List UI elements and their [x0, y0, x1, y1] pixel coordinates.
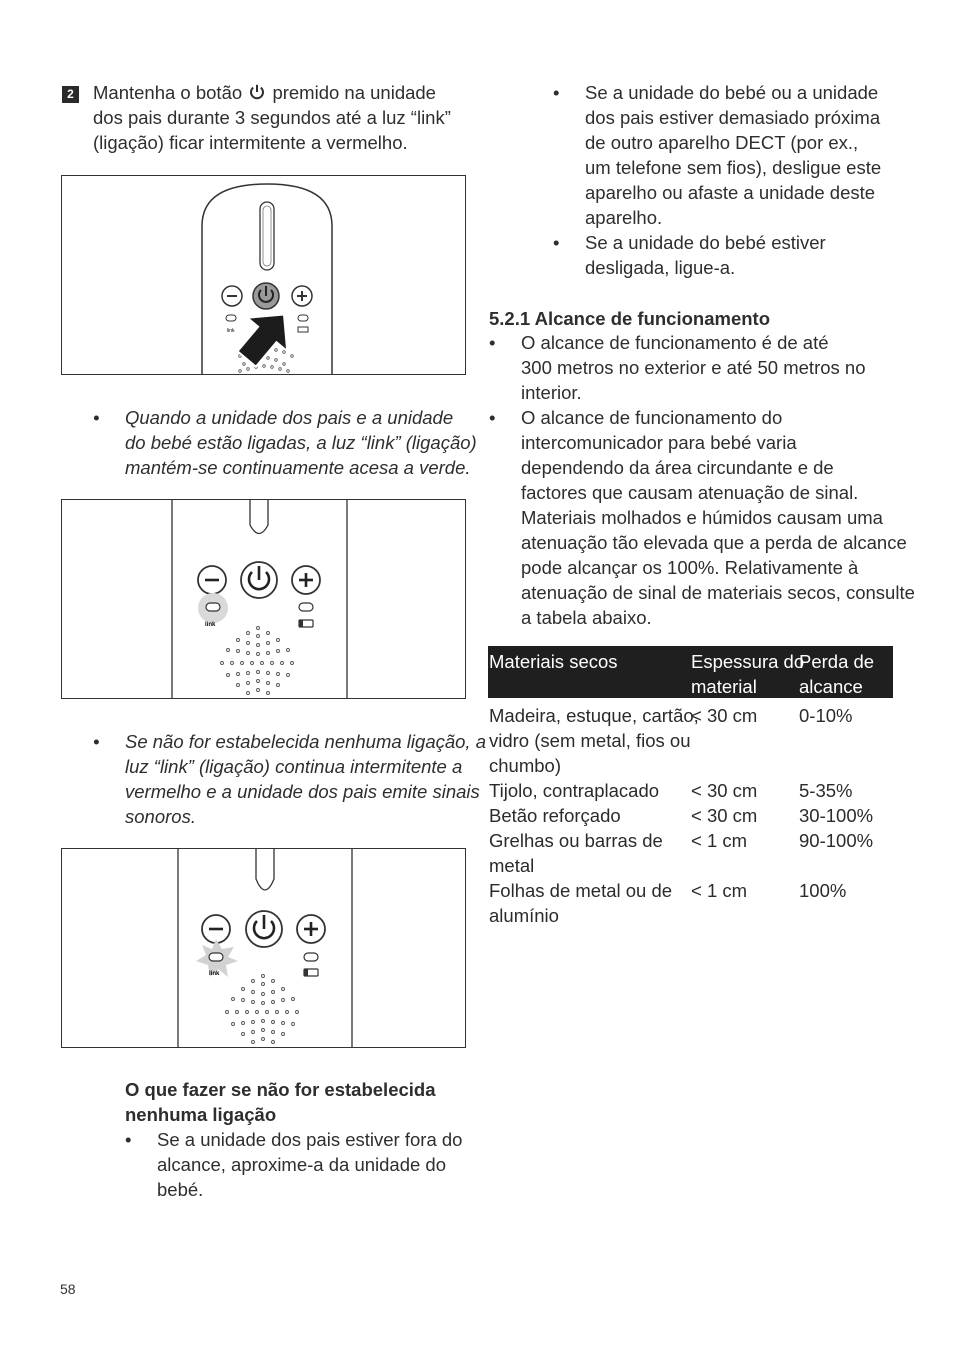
power-icon	[249, 84, 265, 100]
bullet-c-line-3: interior.	[521, 382, 582, 403]
cell-material-line-2: metal	[489, 855, 535, 876]
step-text-part-a: Mantenha o botão	[93, 82, 243, 103]
table-header-row	[488, 646, 893, 698]
header-range-loss	[799, 649, 874, 699]
bullet1-line-1: Quando a unidade dos pais e a unidade	[125, 407, 454, 428]
bullet-d-line-7: pode alcançar os 100%. Relativamente à	[521, 557, 859, 578]
bullet-d-line-2: intercomunicador para bebé varia	[521, 432, 797, 453]
figure-link-steady	[61, 499, 466, 699]
step-text-part-b: premido na unidade	[272, 82, 436, 103]
step-number-badge: 2	[62, 86, 79, 103]
cell-range-loss: 0-10%	[799, 705, 853, 726]
cell-material	[489, 878, 672, 928]
bullet1-line-3: mantém-se continuamente acesa a verde.	[125, 457, 471, 478]
bullet-marker: •	[553, 232, 560, 253]
bullet-a-line-3: de outro aparelho DECT (por ex.,	[585, 132, 859, 153]
bullet-d-line-1: O alcance de funcionamento do	[521, 407, 783, 428]
link-label: link	[205, 622, 216, 628]
cell-range-loss: 5-35%	[799, 780, 853, 801]
bullet-d-line-3: dependendo da área circundante e de	[521, 457, 834, 478]
step-2-text	[93, 80, 463, 155]
bullet1-line-2: do bebé estão ligadas, a luz “link” (ligação)	[125, 432, 477, 453]
bullet-marker: •	[489, 332, 496, 353]
header-thickness	[691, 649, 804, 699]
step-text-line-2: dos pais durante 3 segundos até a luz “link”	[93, 107, 451, 128]
cell-thickness: < 1 cm	[691, 880, 748, 901]
bullet-b-line-2: desligada, ligue-a.	[585, 257, 736, 278]
no-connection-heading	[125, 1077, 470, 1127]
bullet2-line-2: luz “link” (ligação) continua intermitente a	[125, 756, 463, 777]
cell-material-line-1: Madeira, estuque, cartão,	[489, 705, 699, 726]
cell-material-line-1: Grelhas ou barras de	[489, 830, 663, 851]
bullet-d-line-4: factores que causam atenuação de sinal.	[521, 482, 859, 503]
bullet3-line-2: alcance, aproxime-a da unidade do	[157, 1154, 446, 1175]
bullet-d-line-8: atenuação de sinal de materiais secos, consulte	[521, 582, 915, 603]
bullet-b-line-1: Se a unidade do bebé estiver	[585, 232, 826, 253]
header-thickness-line-2: material	[691, 676, 757, 697]
cell-range-loss: 90-100%	[799, 830, 874, 851]
bullet3-line-1: Se a unidade dos pais estiver fora do	[157, 1129, 463, 1150]
bullet-marker: •	[93, 407, 100, 428]
cell-thickness: < 1 cm	[691, 830, 748, 851]
header-material-line-1: Materiais secos	[489, 651, 618, 672]
header-thickness-line-1: Espessura do	[691, 651, 805, 672]
cell-material	[489, 803, 621, 828]
heading-line-1: O que fazer se não for estabelecida	[125, 1079, 436, 1100]
cell-range-loss: 30-100%	[799, 805, 874, 826]
bullet3-line-3: bebé.	[157, 1179, 204, 1200]
bullet2-line-1: Se não for estabelecida nenhuma ligação, a	[125, 731, 487, 752]
attenuation-table	[488, 646, 893, 946]
cell-material-line-1: Folhas de metal ou de	[489, 880, 673, 901]
section-heading-range: 5.2.1 Alcance de funcionamento	[489, 308, 771, 329]
header-loss-line-2: alcance	[799, 676, 863, 697]
cell-material-line-2: vidro (sem metal, fios ou	[489, 730, 691, 751]
heading-line-2: nenhuma ligação	[125, 1104, 277, 1125]
bullet-d-line-9: a tabela abaixo.	[521, 607, 652, 628]
bullet-marker: •	[125, 1129, 132, 1150]
bullet-a-line-4: um telefone sem fios), desligue este	[585, 157, 882, 178]
bullet-a-line-6: aparelho.	[585, 207, 663, 228]
parent-unit-illustration-2	[62, 500, 466, 699]
cell-range-loss: 100%	[799, 880, 847, 901]
parent-unit-illustration-3	[62, 849, 466, 1048]
cell-material	[489, 778, 659, 803]
bullet-d-line-5: Materiais molhados e húmidos causam uma	[521, 507, 883, 528]
page-number: 58	[60, 1281, 76, 1297]
cell-material-line-1: Betão reforçado	[489, 805, 621, 826]
bullet-c-line-2: 300 metros no exterior e até 50 metros no	[521, 357, 866, 378]
header-loss-line-1: Perda de	[799, 651, 875, 672]
bullet-marker: •	[489, 407, 496, 428]
bullet-a-line-2: dos pais estiver demasiado próxima	[585, 107, 881, 128]
bullet-marker: •	[553, 82, 560, 103]
cell-material-line-1: Tijolo, contraplacado	[489, 780, 660, 801]
cell-material	[489, 828, 663, 878]
bullet-c-line-1: O alcance de funcionamento é de até	[521, 332, 829, 353]
svg-text:link: link	[227, 328, 235, 334]
bullet-d-line-6: atenuação tão elevada que a perda de alcance	[521, 532, 907, 553]
bullet2-line-3: vermelho e a unidade dos pais emite sinais	[125, 781, 480, 802]
cell-material-line-2: alumínio	[489, 905, 559, 926]
cell-material	[489, 703, 699, 778]
link-label: link	[209, 971, 220, 977]
figure-press-power	[61, 175, 466, 375]
cell-thickness: < 30 cm	[691, 780, 758, 801]
step-text-line-3: (ligação) ficar intermitente a vermelho.	[93, 132, 408, 153]
bullet2-line-4: sonoros.	[125, 806, 196, 827]
figure-link-blinking	[61, 848, 466, 1048]
cell-thickness: < 30 cm	[691, 805, 758, 826]
bullet-a-line-5: aparelho ou afaste a unidade deste	[585, 182, 876, 203]
parent-unit-illustration-1	[62, 176, 466, 375]
bullet-a-line-1: Se a unidade do bebé ou a unidade	[585, 82, 879, 103]
bullet-marker: •	[93, 731, 100, 752]
header-material	[489, 649, 618, 674]
cell-thickness: < 30 cm	[691, 705, 758, 726]
cell-material-line-3: chumbo)	[489, 755, 561, 776]
